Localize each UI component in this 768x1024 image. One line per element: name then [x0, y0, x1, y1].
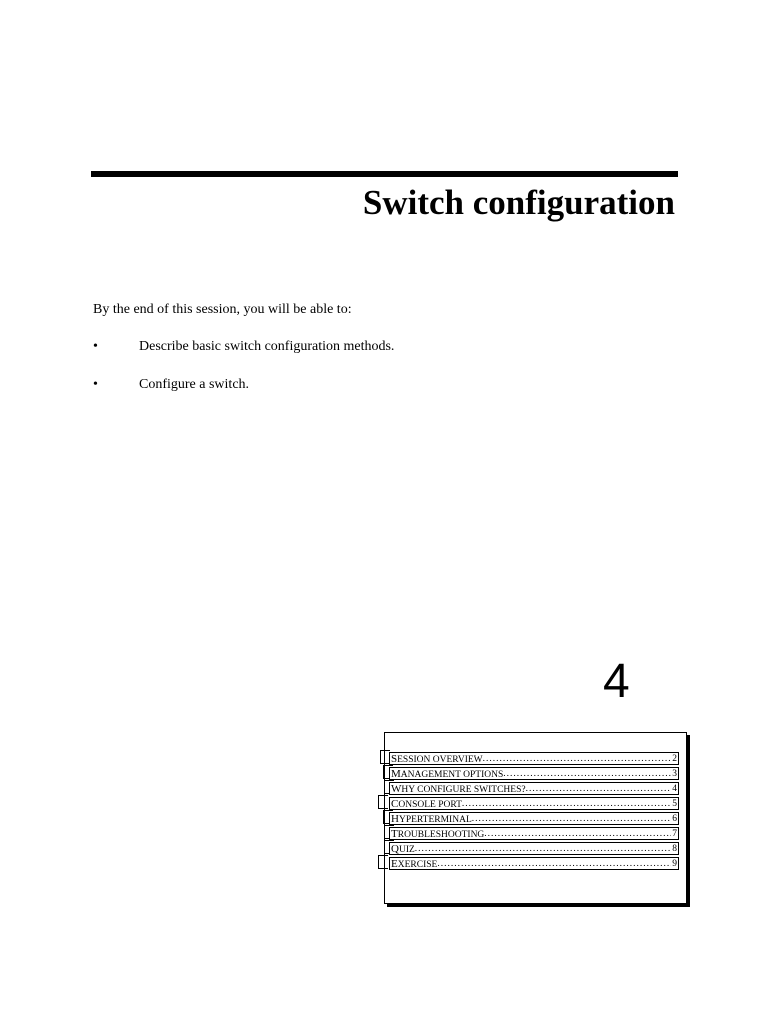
toc-page: 9: [672, 859, 677, 869]
toc-bracket: [378, 855, 388, 869]
objective-text: Configure a switch.: [139, 377, 250, 392]
toc-bracket: [378, 795, 388, 809]
toc-entry-exercise[interactable]: [389, 857, 679, 870]
chapter-number: 4: [603, 655, 630, 708]
toc-label: MANAGEMENT OPTIONS: [391, 768, 504, 780]
toc-page: 6: [672, 814, 677, 824]
toc-entry-quiz[interactable]: [389, 842, 679, 855]
toc-label: HYPERTERMINAL: [391, 813, 472, 825]
toc-page: 8: [672, 844, 677, 854]
bullet-icon: •: [93, 339, 98, 354]
toc-label: EXERCISE: [391, 858, 438, 870]
toc-entry-session-overview[interactable]: [389, 752, 679, 765]
toc-entry-why-configure-switches[interactable]: [389, 782, 679, 795]
toc-page: 7: [672, 829, 677, 839]
chapter-title: Switch configuration: [362, 183, 675, 222]
toc-label: SESSION OVERVIEW: [391, 753, 483, 765]
bullet-icon: •: [93, 377, 98, 392]
toc-entry-console-port[interactable]: [389, 797, 679, 810]
intro-text: By the end of this session, you will be able to:: [93, 302, 352, 317]
toc-label: QUIZ: [391, 843, 415, 855]
toc-label: CONSOLE PORT: [391, 798, 462, 810]
toc-entry-management-options[interactable]: [389, 767, 679, 780]
toc-label: WHY CONFIGURE SWITCHES?: [391, 783, 526, 795]
toc-page: 3: [672, 769, 677, 779]
toc-page: 4: [672, 784, 677, 794]
objective-text: Describe basic switch configuration methods.: [139, 339, 395, 354]
toc-entry-hyperterminal[interactable]: [389, 812, 679, 825]
title-rule: [91, 171, 678, 177]
toc-entry-troubleshooting[interactable]: [389, 827, 679, 840]
toc-page: 2: [672, 754, 677, 764]
toc-page: 5: [672, 799, 677, 809]
toc-label: TROUBLESHOOTING: [391, 828, 485, 840]
